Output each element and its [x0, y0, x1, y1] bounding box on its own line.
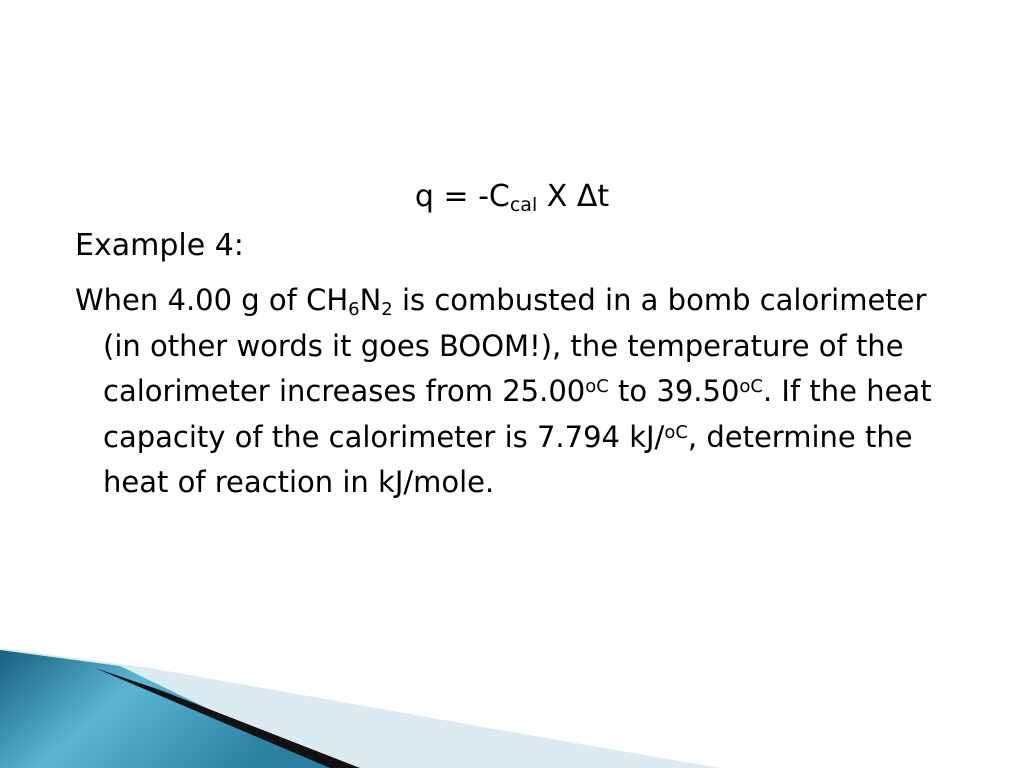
problem-text-part: When 4.00 g of CH: [75, 283, 349, 317]
formula-subscript: cal: [509, 194, 538, 216]
subscript-2: 2: [381, 299, 393, 320]
degree-c-unit: oC: [585, 376, 609, 397]
problem-text-part: N: [359, 283, 382, 317]
problem-text-part: is combusted in a bomb calorimeter (in other words it goes BOOM!), the temperature of the calorimeter increases from 25.00: [103, 283, 927, 408]
subscript-6: 6: [348, 299, 360, 320]
problem-text-part: to 39.50: [608, 374, 740, 408]
degree-c-unit: oC: [664, 421, 688, 443]
formula-lhs: q = -C: [414, 179, 510, 214]
problem-text-part: , determine the heat of reaction in kJ/mole.: [103, 419, 913, 499]
example-heading: Example 4:: [75, 228, 244, 263]
problem-text-part: . If the heat capacity of the calorimeter is 7.794 kJ/: [103, 374, 932, 454]
degree-c-unit: oC: [739, 376, 763, 397]
formula-rhs: X Δt: [537, 179, 610, 214]
